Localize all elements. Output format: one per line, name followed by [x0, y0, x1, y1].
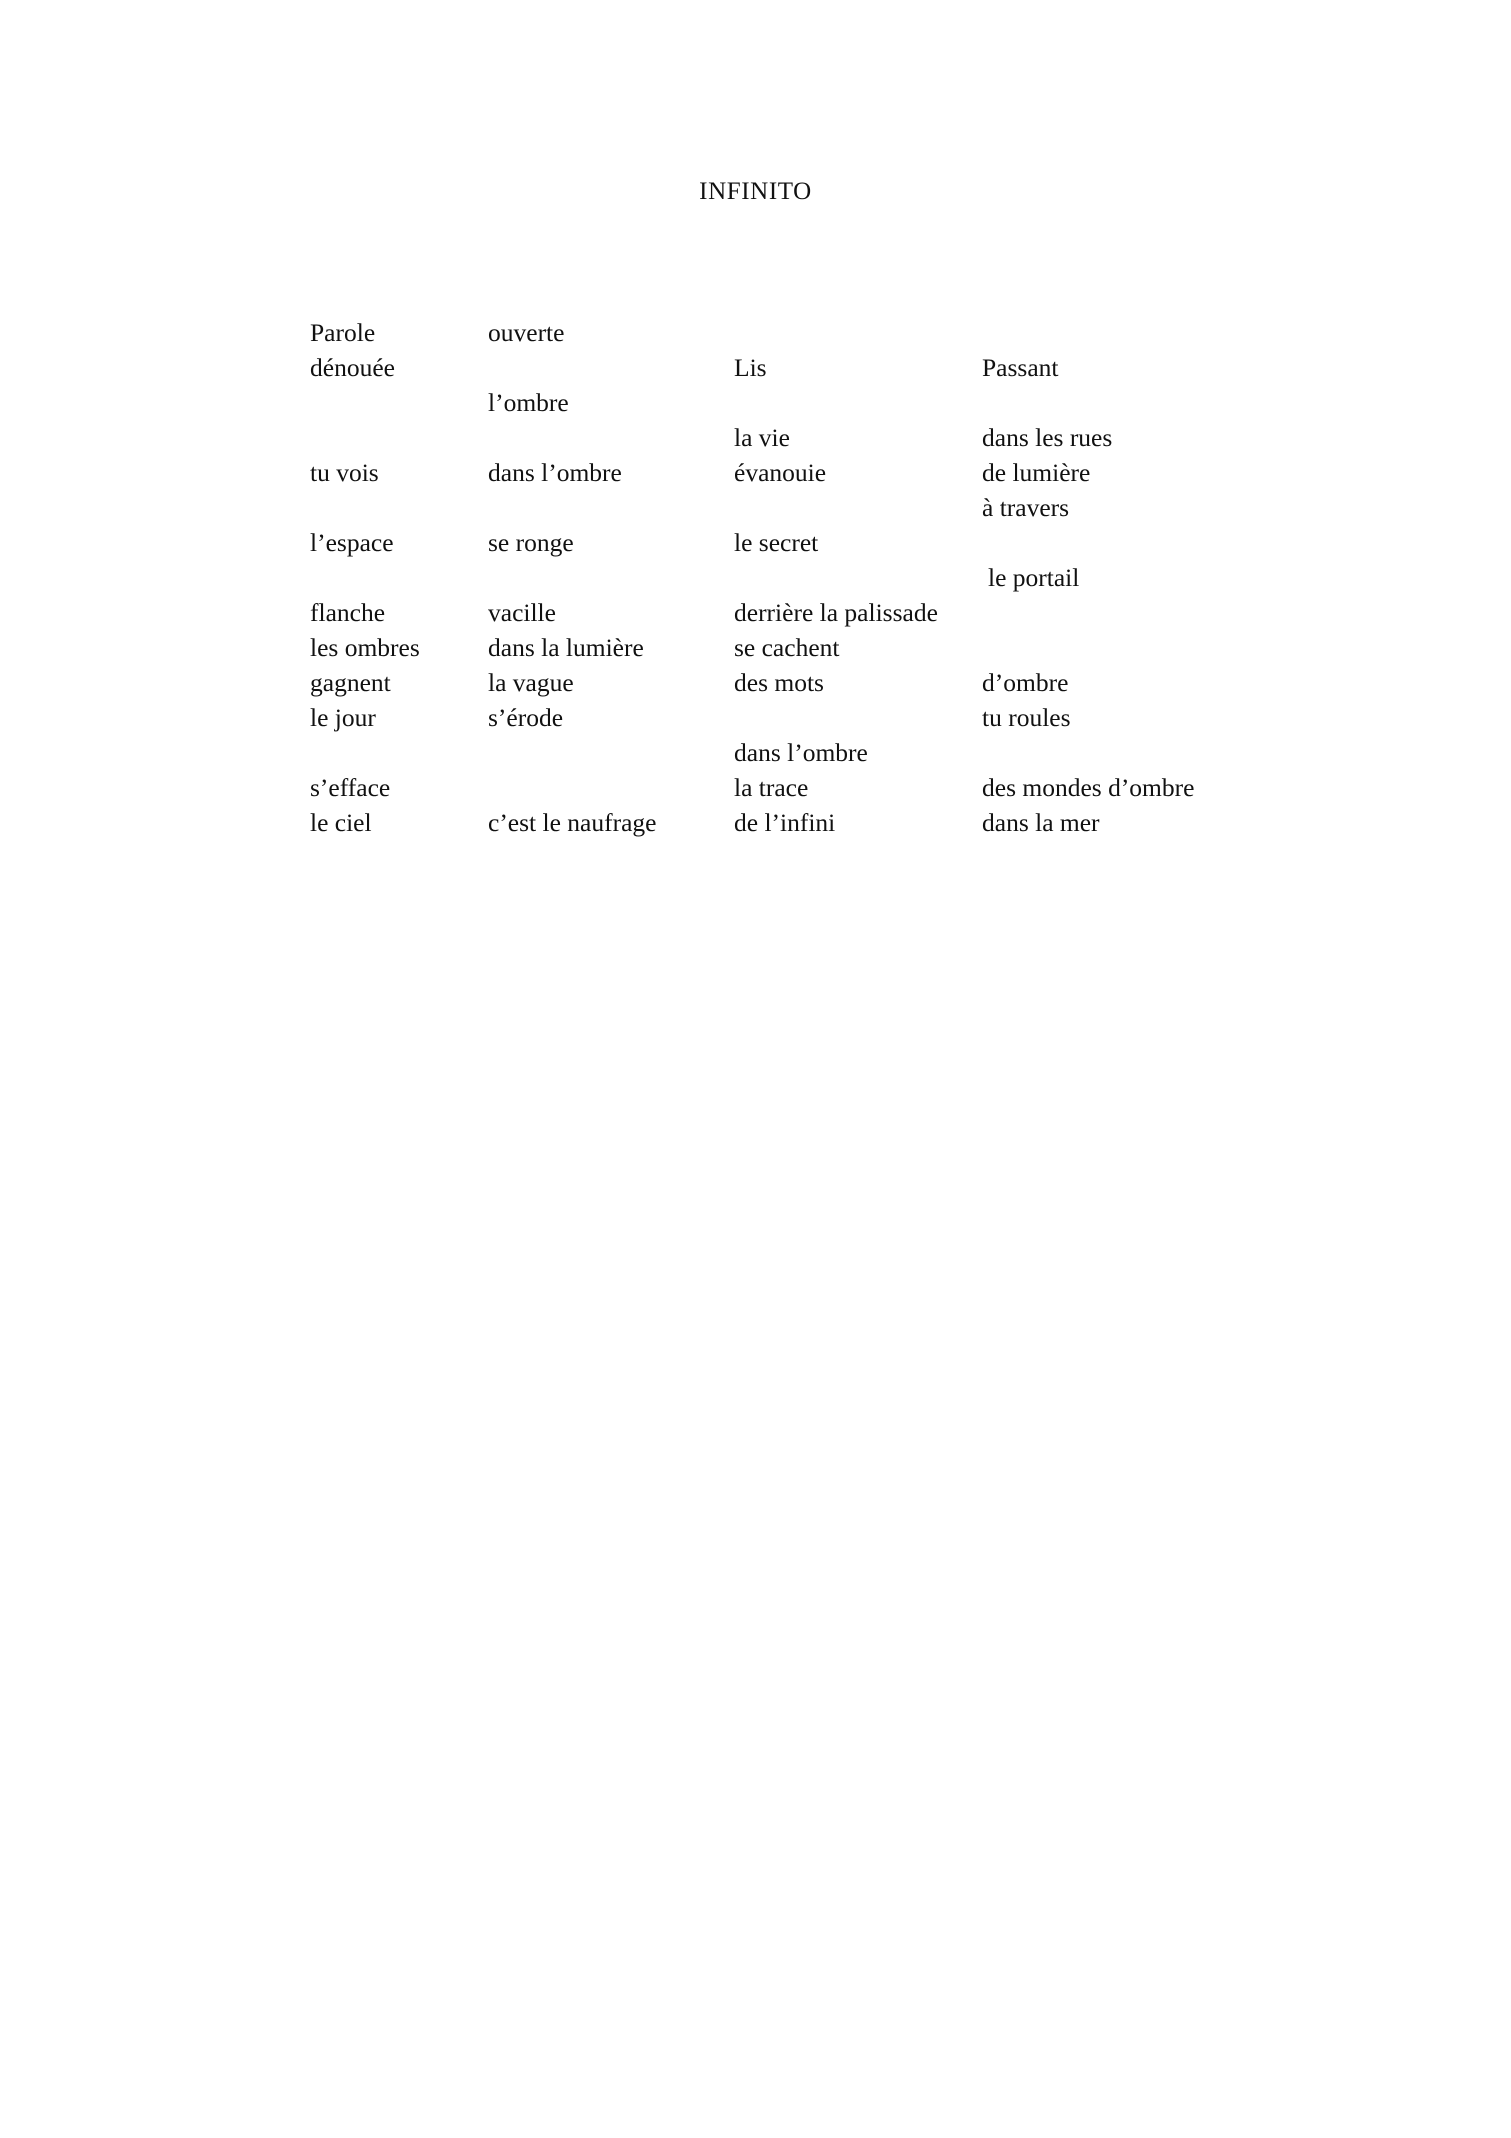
poem-word: la trace: [734, 773, 809, 802]
poem-word: des mots: [734, 668, 824, 697]
poem-word: la vie: [734, 423, 790, 452]
poem-word: dans la lumière: [488, 633, 644, 662]
poem-word: le jour: [310, 703, 376, 732]
poem-line: [310, 770, 1410, 805]
poem-word: se ronge: [488, 528, 574, 557]
poem-line: [310, 805, 1410, 840]
poem-word: ouverte: [488, 318, 565, 347]
poem-word: l’ombre: [488, 388, 569, 417]
poem-line: [310, 385, 1410, 420]
poem-line: [310, 665, 1410, 700]
poem-word: à travers: [982, 493, 1070, 522]
poem-word: les ombres: [310, 633, 420, 662]
poem-word: tu vois: [310, 458, 379, 487]
poem-word: d’ombre: [982, 668, 1069, 697]
poem-line: [310, 700, 1410, 735]
poem-word: vacille: [488, 598, 556, 627]
poem-word: Lis: [734, 353, 767, 382]
page-title: INFINITO: [699, 178, 812, 205]
poem-line: [310, 455, 1410, 490]
poem-line: [310, 315, 1410, 350]
poem-line: [310, 525, 1410, 560]
poem-word: derrière la palissade: [734, 598, 938, 627]
poem-word: s’érode: [488, 703, 564, 732]
poem-word: l’espace: [310, 528, 394, 557]
poem-word: dénouée: [310, 353, 395, 382]
poem-line: [310, 420, 1410, 455]
poem-word: flanche: [310, 598, 386, 627]
poem-line: [310, 490, 1410, 525]
poem-word: Passant: [982, 353, 1059, 382]
poem-body: [310, 315, 1410, 840]
poem-word: de lumière: [982, 458, 1091, 487]
poem-word: tu roules: [982, 703, 1071, 732]
poem-word: la vague: [488, 668, 574, 697]
poem-word: gagnent: [310, 668, 391, 697]
poem-line: [310, 735, 1410, 770]
poem-word: évanouie: [734, 458, 827, 487]
poem-word: le ciel: [310, 808, 372, 837]
poem-word: dans la mer: [982, 808, 1100, 837]
poem-line: [310, 560, 1410, 595]
poem-word: dans l’ombre: [488, 458, 622, 487]
poem-word: dans les rues: [982, 423, 1113, 452]
poem-word: le secret: [734, 528, 819, 557]
poem-line: [310, 350, 1410, 385]
poem-word: c’est le naufrage: [488, 808, 657, 837]
poem-word: se cachent: [734, 633, 840, 662]
poem-word: Parole: [310, 318, 376, 347]
poem-line: [310, 630, 1410, 665]
poem-word: le portail: [988, 563, 1080, 592]
poem-word: dans l’ombre: [734, 738, 868, 767]
poem-word: s’efface: [310, 773, 391, 802]
poem-word: des mondes d’ombre: [982, 773, 1195, 802]
poem-line: [310, 595, 1410, 630]
poem-word: de l’infini: [734, 808, 836, 837]
